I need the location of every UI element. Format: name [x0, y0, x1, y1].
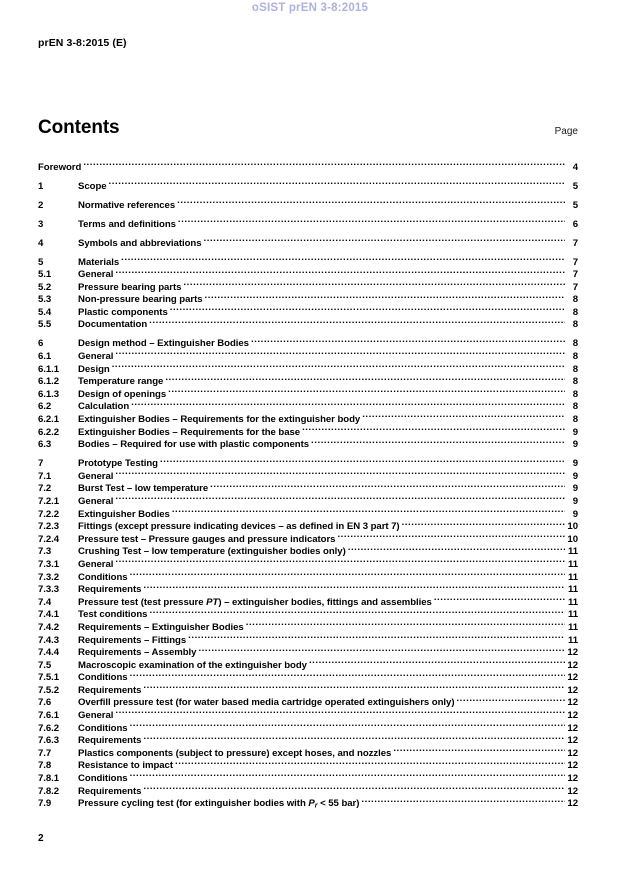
toc-entry-page-number: 11 — [567, 621, 578, 633]
toc-entry-number: 7.6.1 — [38, 710, 60, 722]
toc-entry-title: Scope — [78, 180, 107, 192]
watermark-text: oSIST prEN 3-8:2015 — [251, 2, 369, 14]
toc-leader-dots — [172, 504, 565, 517]
toc-entry-number: 4 — [38, 237, 44, 249]
toc-entry-number: 7.6 — [38, 697, 52, 709]
toc-entry-page-number: 12 — [567, 785, 578, 797]
toc-entry-page-number: 8 — [572, 388, 578, 400]
toc-entry[interactable] — [38, 504, 578, 520]
toc-entry-number: 6 — [38, 338, 44, 350]
toc-entry-number: 7.8.2 — [38, 785, 60, 797]
toc-entry-number: 7.4.1 — [38, 609, 60, 621]
toc-entry-page-number: 11 — [567, 634, 578, 646]
toc-entry-title: Non-pressure bearing parts — [78, 294, 203, 306]
toc-entry-page-number: 12 — [567, 747, 578, 759]
toc-entry-title: General — [78, 710, 114, 722]
toc-entry-title: General — [78, 495, 114, 507]
toc-leader-dots — [83, 157, 565, 170]
contents-heading-block — [38, 118, 578, 138]
toc-entry[interactable] — [38, 567, 578, 583]
page-title: Contents — [38, 117, 120, 138]
toc-entry-page-number: 8 — [572, 414, 578, 426]
toc-entry-title: Design of openings — [78, 388, 167, 400]
toc-leader-dots — [393, 743, 565, 756]
toc-entry-number: 6.3 — [38, 439, 52, 451]
toc-entry-page-number: 7 — [572, 256, 578, 268]
toc-entry[interactable] — [38, 372, 578, 388]
toc-entry-page-number: 7 — [572, 281, 578, 293]
toc-leader-dots — [251, 334, 565, 347]
toc-entry-title: Test conditions — [78, 609, 148, 621]
toc-entry-page-number: 9 — [572, 508, 578, 520]
toc-entry-page-number: 5 — [572, 180, 578, 192]
toc-entry-title: Bodies – Required for use with plastic components — [78, 439, 310, 451]
toc-leader-dots — [112, 359, 565, 372]
toc-entry-title: Requirements – Assembly — [78, 647, 197, 659]
toc-entry-page-number: 12 — [567, 773, 578, 785]
toc-entry-number: 7 — [38, 458, 44, 470]
toc-entry-number: 7.4.2 — [38, 621, 60, 633]
toc-entry-title: Fittings (except pressure indicating devices – as defined in EN 3 part 7) — [78, 521, 400, 533]
toc-leader-dots — [130, 668, 565, 681]
toc-leader-dots — [361, 794, 565, 807]
toc-entry-title: Prototype Testing — [78, 458, 158, 470]
toc-entry-page-number: 12 — [567, 722, 578, 734]
toc-leader-dots — [130, 768, 565, 781]
toc-leader-dots — [183, 277, 565, 290]
toc-leader-dots — [311, 435, 565, 448]
toc-entry-title: Requirements – Fittings — [78, 634, 187, 646]
toc-entry-page-number: 9 — [572, 426, 578, 438]
toc-entry-title: Pressure bearing parts — [78, 281, 182, 293]
toc-entry-page-number: 12 — [567, 647, 578, 659]
toc-leader-dots — [188, 630, 565, 643]
toc-leader-dots — [246, 617, 565, 630]
toc-entry-page-number: 9 — [572, 483, 578, 495]
toc-entry-title: General — [78, 558, 114, 570]
toc-entry-number: 3 — [38, 218, 44, 230]
toc-entry-title: General — [78, 269, 114, 281]
toc-entry-number: 6.1.3 — [38, 388, 60, 400]
toc-leader-dots — [149, 605, 565, 618]
toc-entry-title: Requirements — [78, 684, 142, 696]
toc-entry-title: Symbols and abbreviations — [78, 237, 202, 249]
toc-entry-page-number: 7 — [572, 237, 578, 249]
toc-entry-number: 7.5 — [38, 659, 52, 671]
toc-entry-page-number: 11 — [567, 558, 578, 570]
toc-entry-number: 7.8 — [38, 760, 52, 772]
toc-entry-title: Normative references — [78, 199, 176, 211]
toc-entry-page-number: 11 — [567, 584, 578, 596]
toc-entry-title: Calculation — [78, 401, 130, 413]
toc-entry-number: 2 — [38, 199, 44, 211]
toc-entry-page-number: 8 — [572, 294, 578, 306]
toc-entry-title: Conditions — [78, 672, 128, 684]
toc-entry-number: 7.2.2 — [38, 508, 60, 520]
toc-entry-number: 6.1.1 — [38, 363, 60, 375]
toc-entry-number: 7.5.2 — [38, 684, 60, 696]
toc-leader-dots — [115, 554, 565, 567]
toc-entry-title: Crushing Test – low temperature (extinguisher bodies only) — [78, 546, 346, 558]
toc-entry-number: 7.6.2 — [38, 722, 60, 734]
toc-entry[interactable] — [38, 466, 578, 482]
page-column-label: Page — [554, 126, 578, 137]
toc-entry-title: Documentation — [78, 319, 148, 331]
toc-entry-page-number: 10 — [567, 533, 578, 545]
toc-entry-page-number: 8 — [572, 376, 578, 388]
toc-leader-dots — [337, 529, 565, 542]
toc-entry-title: Extinguisher Bodies — [78, 508, 170, 520]
toc-entry-page-number: 12 — [567, 798, 578, 810]
toc-entry-title: Extinguisher Bodies – Requirements for the extinguisher body — [78, 414, 361, 426]
toc-entry-page-number: 8 — [572, 319, 578, 331]
toc-entry-title: Design — [78, 363, 110, 375]
toc-entry-title: Requirements — [78, 785, 142, 797]
toc-entry-title: Terms and definitions — [78, 218, 176, 230]
toc-entry-page-number: 7 — [572, 269, 578, 281]
toc-leader-dots — [143, 731, 565, 744]
toc-leader-dots — [130, 718, 565, 731]
toc-leader-dots — [198, 643, 565, 656]
toc-leader-dots — [177, 195, 565, 208]
toc-leader-dots — [143, 680, 565, 693]
toc-entry-page-number: 11 — [567, 546, 578, 558]
toc-entry-page-number: 12 — [567, 735, 578, 747]
toc-leader-dots — [205, 290, 565, 303]
folio-page-number: 2 — [38, 833, 44, 844]
table-of-contents — [38, 157, 578, 810]
toc-entry[interactable] — [38, 176, 578, 192]
toc-leader-dots — [456, 693, 565, 706]
toc-entry[interactable] — [38, 157, 578, 173]
toc-entry-number: 7.1 — [38, 470, 52, 482]
toc-leader-dots — [115, 346, 565, 359]
toc-entry-title: General — [78, 470, 114, 482]
toc-entry-title: Pressure test (test pressure PT) – extinguisher bodies, fittings and assemblies — [78, 596, 432, 608]
toc-leader-dots — [109, 176, 565, 189]
toc-leader-dots — [434, 592, 565, 605]
toc-entry-number: 7.7 — [38, 747, 52, 759]
toc-entry-page-number: 8 — [572, 338, 578, 350]
toc-leader-dots — [178, 214, 565, 227]
toc-entry-number: 5 — [38, 256, 44, 268]
toc-entry[interactable] — [38, 359, 578, 375]
toc-entry-number: 6.2.1 — [38, 414, 60, 426]
toc-entry[interactable] — [38, 233, 578, 249]
toc-leader-dots — [402, 517, 565, 530]
toc-entry[interactable] — [38, 491, 578, 507]
toc-leader-dots — [115, 705, 565, 718]
toc-entry-title: Plastic components — [78, 306, 168, 318]
document-header-id: prEN 3-8:2015 (E) — [38, 37, 127, 49]
toc-entry-page-number: 11 — [567, 571, 578, 583]
toc-entry-number: 7.6.3 — [38, 735, 60, 747]
toc-entry-page-number: 12 — [567, 710, 578, 722]
toc-entry-page-number: 8 — [572, 363, 578, 375]
toc-entry[interactable] — [38, 277, 578, 293]
toc-leader-dots — [168, 384, 565, 397]
toc-entry[interactable] — [38, 346, 578, 363]
toc-entry-title: Resistance to impact — [78, 760, 173, 772]
toc-entry[interactable] — [38, 705, 578, 722]
toc-leader-dots — [115, 491, 565, 504]
toc-leader-dots — [204, 233, 565, 246]
toc-entry-title: Requirements – Extinguisher Bodies — [78, 621, 244, 633]
toc-leader-dots — [143, 781, 565, 794]
toc-entry[interactable] — [38, 214, 578, 230]
toc-entry-page-number: 9 — [572, 495, 578, 507]
toc-entry-title: Pressure cycling test (for extinguisher bodies with $P_r < 55$ bar) — [78, 798, 360, 810]
toc-entry-number: 5.1 — [38, 269, 52, 281]
toc-entry-title: Extinguisher Bodies – Requirements for the base — [78, 426, 301, 438]
toc-entry-title: Materials — [78, 256, 120, 268]
toc-entry-page-number: 5 — [572, 199, 578, 211]
toc-entry-number: 7.4 — [38, 596, 52, 608]
toc-leader-dots — [348, 542, 565, 555]
toc-entry-title: Foreword — [38, 161, 82, 173]
toc-entry[interactable] — [38, 454, 578, 470]
toc-leader-dots — [170, 302, 565, 315]
toc-entry-page-number: 9 — [572, 439, 578, 451]
toc-entry-page-number: 12 — [567, 659, 578, 671]
toc-leader-dots — [149, 315, 565, 328]
toc-entry-number: 7.8.1 — [38, 773, 60, 785]
toc-entry-page-number: 12 — [567, 672, 578, 684]
toc-entry-number: 6.2.2 — [38, 426, 60, 438]
toc-entry-title: Requirements — [78, 735, 142, 747]
toc-entry-number: 7.2 — [38, 483, 52, 495]
toc-entry-page-number: 12 — [567, 684, 578, 696]
toc-entry-number: 7.2.1 — [38, 495, 60, 507]
toc-entry-title: Design method – Extinguisher Bodies — [78, 338, 249, 350]
toc-entry-number: 6.1.2 — [38, 376, 60, 388]
toc-entry-number: 1 — [38, 180, 44, 192]
toc-entry-number: 7.3 — [38, 546, 52, 558]
toc-entry-number: 5.5 — [38, 319, 52, 331]
toc-entry-number: 7.2.3 — [38, 521, 60, 533]
toc-leader-dots — [130, 567, 565, 580]
toc-entry-title: Conditions — [78, 571, 128, 583]
toc-leader-dots — [160, 454, 565, 467]
toc-entry-number: 5.2 — [38, 281, 52, 293]
toc-entry-page-number: 9 — [572, 470, 578, 482]
toc-entry-number: 7.4.4 — [38, 647, 60, 659]
toc-leader-dots — [175, 756, 565, 769]
toc-entry-title: Requirements — [78, 584, 142, 596]
toc-entry[interactable] — [38, 479, 578, 495]
toc-entry-page-number: 11 — [567, 596, 578, 608]
toc-entry-number: 6.2 — [38, 401, 52, 413]
toc-entry-number: 5.4 — [38, 306, 52, 318]
toc-entry-title: Conditions — [78, 773, 128, 785]
toc-entry[interactable] — [38, 195, 578, 211]
toc-entry-title: Burst Test – low temperature — [78, 483, 209, 495]
toc-entry[interactable] — [38, 265, 578, 281]
toc-leader-dots — [121, 252, 565, 265]
toc-entry-title: Macroscopic examination of the extinguisher body — [78, 659, 307, 671]
toc-entry-page-number: 11 — [567, 609, 578, 621]
toc-entry-page-number: 12 — [567, 760, 578, 772]
toc-entry-page-number: 9 — [572, 458, 578, 470]
toc-entry[interactable] — [38, 554, 578, 570]
toc-entry-title: Pressure test – Pressure gauges and pressure indicators — [78, 533, 336, 545]
toc-entry-number: 7.3.2 — [38, 571, 60, 583]
toc-entry-title: Conditions — [78, 722, 128, 734]
toc-entry-number: 7.3.3 — [38, 584, 60, 596]
toc-entry-page-number: 8 — [572, 401, 578, 413]
toc-entry-number: 7.3.1 — [38, 558, 60, 570]
toc-entry-title: Temperature range — [78, 376, 164, 388]
toc-entry-page-number: 6 — [572, 218, 578, 230]
toc-leader-dots — [302, 422, 565, 435]
toc-entry-number: 7.5.1 — [38, 672, 60, 684]
toc-leader-dots — [362, 409, 565, 422]
toc-leader-dots — [309, 655, 565, 668]
toc-leader-dots — [165, 372, 565, 385]
toc-entry-page-number: 4 — [572, 161, 578, 173]
toc-entry-page-number: 8 — [572, 306, 578, 318]
toc-entry[interactable] — [38, 718, 578, 734]
toc-entry-title: General — [78, 351, 114, 363]
toc-entry-page-number: 10 — [567, 521, 578, 533]
toc-entry[interactable] — [38, 252, 578, 268]
toc-leader-dots — [131, 397, 565, 410]
toc-leader-dots — [143, 580, 565, 593]
toc-entry-title: Overfill pressure test (for water based media cartridge operated extinguishers only) — [78, 697, 455, 709]
toc-entry-number: 7.9 — [38, 798, 52, 810]
toc-entry-number: 7.2.4 — [38, 533, 60, 545]
toc-leader-dots — [115, 265, 565, 278]
toc-entry-number: 7.4.3 — [38, 634, 60, 646]
toc-leader-dots — [115, 466, 565, 479]
toc-entry-title: Plastics components (subject to pressure) except hoses, and nozzles — [78, 747, 392, 759]
toc-leader-dots — [210, 479, 565, 492]
toc-entry-page-number: 8 — [572, 351, 578, 363]
toc-entry-number: 6.1 — [38, 351, 52, 363]
toc-entry-number: 5.3 — [38, 294, 52, 306]
toc-entry-page-number: 12 — [567, 697, 578, 709]
toc-entry[interactable] — [38, 334, 578, 350]
